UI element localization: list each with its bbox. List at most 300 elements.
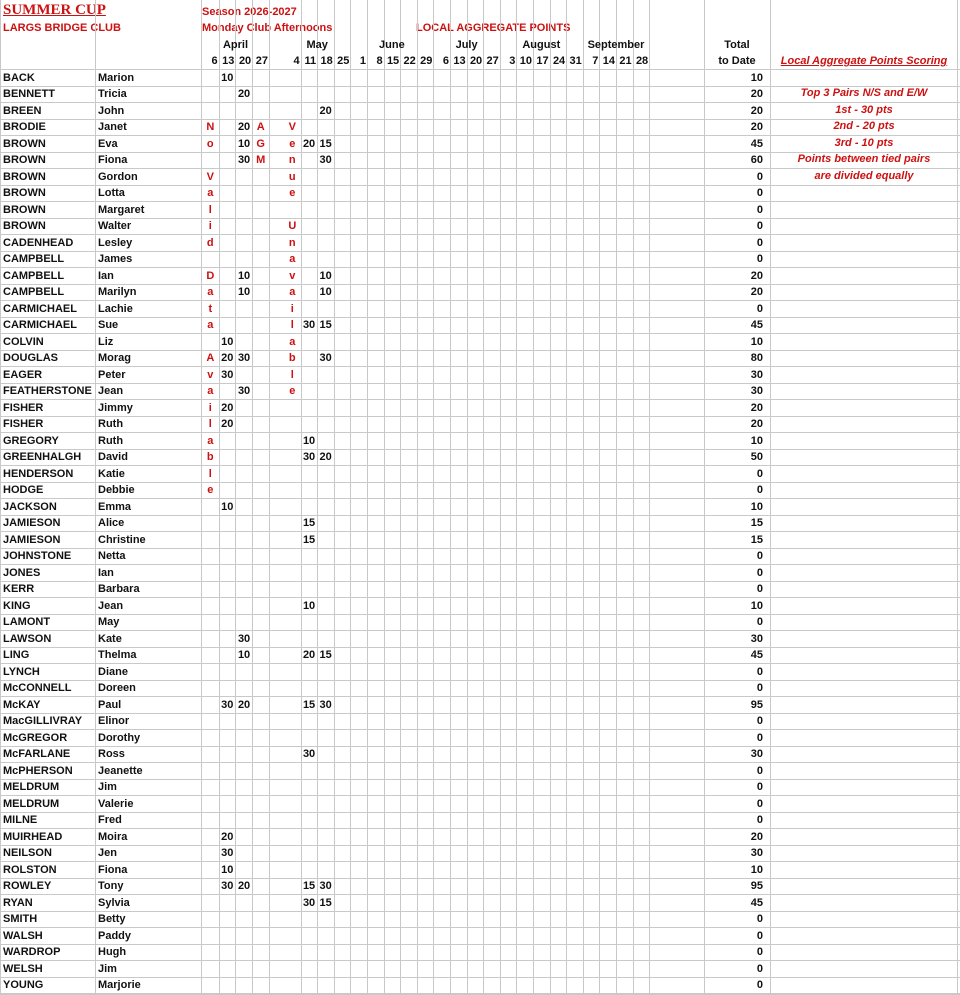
- month-header: August: [522, 39, 561, 51]
- scoring-line: 3rd - 10 pts: [834, 136, 894, 149]
- player-firstname: Marilyn: [98, 286, 137, 298]
- grid-row-line: [0, 333, 960, 334]
- date-header: 28: [635, 55, 649, 67]
- total-cell: 0: [756, 665, 763, 678]
- score-cell: 15: [302, 880, 316, 892]
- player-surname: McFARLANE: [3, 748, 71, 760]
- grid-row-line: [0, 779, 960, 780]
- player-firstname: Barbara: [98, 583, 140, 595]
- player-firstname: Paul: [98, 698, 122, 711]
- grid-row-line: [0, 647, 960, 648]
- total-cell: 20: [750, 269, 763, 282]
- player-firstname: Liz: [98, 335, 114, 348]
- total-cell: 0: [756, 253, 763, 265]
- grid-row-line: [0, 614, 960, 615]
- total-cell: 45: [750, 319, 763, 331]
- total-cell: 45: [750, 649, 763, 661]
- grid-row-line: [0, 746, 960, 747]
- total-cell: 20: [750, 418, 763, 430]
- player-surname: JAMIESON: [3, 517, 61, 529]
- score-cell: 30: [319, 880, 332, 892]
- player-surname: ROLSTON: [3, 863, 57, 876]
- total-cell: 0: [756, 962, 763, 975]
- player-surname: YOUNG: [3, 979, 44, 991]
- total-cell: 0: [756, 715, 763, 727]
- notice-letter: A: [256, 121, 265, 133]
- player-surname: BROWN: [3, 170, 46, 183]
- player-surname: BROWN: [3, 154, 46, 166]
- score-cell: 15: [302, 517, 316, 529]
- score-cell: 30: [221, 880, 234, 892]
- player-surname: CAMPBELL: [3, 253, 65, 265]
- date-header: 21: [619, 55, 632, 67]
- score-cell: 30: [319, 698, 332, 711]
- grid-row-line: [0, 812, 960, 813]
- page-title: SUMMER CUP: [3, 2, 106, 18]
- score-cell: 30: [237, 632, 251, 645]
- player-firstname: Jim: [98, 962, 117, 975]
- notice-letter: b: [206, 451, 214, 463]
- grid-row-line: [0, 960, 960, 961]
- player-firstname: Gordon: [98, 170, 138, 183]
- player-firstname: Moira: [98, 830, 128, 843]
- grid-row-line: [0, 465, 960, 466]
- player-firstname: Sylvia: [98, 896, 130, 909]
- player-firstname: Fiona: [98, 863, 128, 876]
- player-surname: ROWLEY: [3, 880, 52, 892]
- score-cell: 10: [302, 599, 316, 612]
- player-firstname: Margaret: [98, 203, 145, 216]
- scoring-line: 1st - 30 pts: [835, 103, 893, 116]
- total-cell: 20: [750, 104, 763, 117]
- total-cell: 45: [750, 896, 763, 909]
- score-cell: 10: [237, 137, 251, 150]
- date-header: 25: [337, 55, 350, 67]
- notice-letter: l: [290, 368, 294, 381]
- notice-letter: a: [207, 319, 214, 331]
- player-surname: LING: [3, 649, 30, 661]
- player-surname: BROWN: [3, 187, 46, 199]
- player-surname: CARMICHAEL: [3, 319, 77, 331]
- player-firstname: Fiona: [98, 154, 128, 166]
- player-surname: GREGORY: [3, 434, 59, 447]
- player-firstname: Doreen: [98, 682, 136, 694]
- session-label: Monday Club Afternoons: [202, 22, 333, 34]
- grid-row-line: [0, 729, 960, 730]
- player-surname: MacGILLIVRAY: [3, 715, 83, 727]
- grid-row-line: [0, 680, 960, 681]
- total-cell: 10: [750, 863, 763, 876]
- notice-letter: i: [290, 302, 294, 315]
- score-cell: 15: [319, 896, 332, 909]
- total-cell: 30: [750, 368, 763, 381]
- scoring-heading: Local Aggregate Points Scoring: [780, 55, 948, 67]
- total-cell: 0: [756, 913, 763, 925]
- player-surname: SMITH: [3, 913, 38, 925]
- notice-letter: n: [288, 236, 296, 249]
- player-firstname: Jen: [98, 847, 117, 859]
- score-cell: 30: [319, 352, 332, 364]
- notice-letter: a: [289, 335, 296, 348]
- grid-row-line: [0, 218, 960, 219]
- total-cell: 0: [756, 781, 763, 793]
- total-cell: 0: [756, 731, 763, 744]
- player-firstname: Elinor: [98, 715, 130, 727]
- notice-letter: a: [207, 385, 214, 397]
- date-header: 11: [304, 55, 317, 67]
- date-header: 6: [211, 55, 218, 67]
- player-firstname: Tricia: [98, 88, 127, 100]
- score-cell: 20: [319, 104, 332, 117]
- player-firstname: Debbie: [98, 484, 135, 496]
- player-surname: DOUGLAS: [3, 352, 58, 364]
- player-surname: CADENHEAD: [3, 236, 74, 249]
- player-firstname: Lesley: [98, 236, 133, 249]
- grid-row-line: [0, 284, 960, 285]
- player-surname: MUIRHEAD: [3, 830, 63, 843]
- player-firstname: Katie: [98, 467, 125, 480]
- total-cell: 0: [756, 682, 763, 694]
- date-header: 1: [359, 55, 366, 67]
- player-surname: RYAN: [3, 896, 33, 909]
- player-surname: KERR: [3, 583, 35, 595]
- grid-row-line: [0, 416, 960, 417]
- notice-letter: a: [207, 286, 214, 298]
- notice-letter: a: [207, 434, 214, 447]
- total-cell: 0: [756, 946, 763, 958]
- player-surname: JOHNSTONE: [3, 550, 72, 562]
- date-header: 20: [469, 55, 483, 67]
- season-label: Season 2026-2027: [202, 6, 297, 18]
- score-cell: 20: [237, 121, 251, 133]
- notice-letter: U: [288, 220, 297, 232]
- date-header: 29: [420, 55, 433, 67]
- player-surname: McCONNELL: [3, 682, 72, 694]
- notice-letter: n: [288, 154, 296, 166]
- grid-row-line: [0, 861, 960, 862]
- player-firstname: James: [98, 253, 133, 265]
- total-cell: 10: [750, 599, 763, 612]
- player-firstname: Diane: [98, 665, 128, 678]
- grid-row-line: [0, 515, 960, 516]
- total-cell: 50: [750, 451, 763, 463]
- player-firstname: Paddy: [98, 929, 132, 942]
- grid-row-line: [0, 581, 960, 582]
- score-cell: 10: [302, 434, 316, 447]
- score-cell: 30: [221, 698, 234, 711]
- notice-letter: e: [207, 484, 214, 496]
- score-cell: 10: [237, 649, 251, 661]
- player-firstname: Janet: [98, 121, 127, 133]
- score-cell: 30: [237, 385, 251, 397]
- player-surname: BRODIE: [3, 121, 46, 133]
- notice-letter: e: [289, 385, 296, 397]
- score-cell: 30: [237, 352, 251, 364]
- grid-row-line: [0, 449, 960, 450]
- grid-row-line: [0, 828, 960, 829]
- total-cell: 0: [756, 170, 763, 183]
- score-cell: 30: [221, 847, 234, 859]
- scoring-line: are divided equally: [814, 169, 914, 182]
- notice-letter: l: [208, 203, 212, 216]
- player-firstname: Betty: [98, 913, 126, 925]
- score-cell: 10: [319, 286, 332, 298]
- notice-letter: o: [206, 137, 214, 150]
- total-cell: 30: [750, 748, 763, 760]
- notice-letter: u: [288, 170, 296, 183]
- player-firstname: Ian: [98, 566, 114, 579]
- month-header: April: [222, 39, 249, 51]
- player-surname: JAMIESON: [3, 533, 61, 546]
- score-cell: 20: [302, 137, 316, 150]
- player-surname: WELSH: [3, 962, 43, 975]
- player-firstname: John: [98, 104, 125, 117]
- total-cell: 60: [750, 154, 763, 166]
- player-firstname: Jean: [98, 385, 124, 397]
- player-surname: FISHER: [3, 418, 44, 430]
- grid-row-line: [0, 548, 960, 549]
- grid-row-line: [0, 911, 960, 912]
- total-cell: 15: [750, 517, 763, 529]
- player-surname: MILNE: [3, 814, 38, 826]
- date-header: 4: [293, 55, 300, 67]
- grid-row-line: [0, 383, 960, 384]
- player-firstname: Netta: [98, 550, 126, 562]
- player-surname: HODGE: [3, 484, 44, 496]
- player-firstname: Jimmy: [98, 401, 133, 414]
- date-header: 10: [519, 55, 532, 67]
- grid-row-line: [0, 977, 960, 978]
- total-cell: 20: [750, 286, 763, 298]
- player-surname: BENNETT: [3, 88, 55, 100]
- score-cell: 30: [302, 319, 316, 331]
- date-header: 13: [453, 55, 466, 67]
- score-cell: 10: [221, 71, 234, 84]
- total-cell: 20: [750, 121, 763, 133]
- player-surname: BACK: [3, 71, 35, 84]
- player-surname: CARMICHAEL: [3, 302, 77, 315]
- player-surname: JONES: [3, 566, 41, 579]
- total-cell: 10: [750, 434, 763, 447]
- player-firstname: Jim: [98, 781, 117, 793]
- notice-letter: a: [207, 187, 214, 199]
- player-surname: WALSH: [3, 929, 43, 942]
- score-cell: 10: [221, 863, 234, 876]
- player-surname: COLVIN: [3, 335, 44, 348]
- player-surname: MELDRUM: [3, 781, 60, 793]
- player-surname: HENDERSON: [3, 467, 74, 480]
- total-cell: 0: [756, 550, 763, 562]
- player-firstname: Valerie: [98, 797, 134, 810]
- player-firstname: Thelma: [98, 649, 137, 661]
- player-firstname: Morag: [98, 352, 131, 364]
- score-cell: 10: [319, 269, 332, 282]
- score-cell: 20: [221, 830, 234, 843]
- grid-row-line: [0, 300, 960, 301]
- notice-letter: e: [289, 187, 296, 199]
- total-cell: 80: [750, 352, 763, 364]
- player-firstname: Eva: [98, 137, 118, 150]
- player-firstname: Dorothy: [98, 731, 141, 744]
- total-header-line2: to Date: [718, 55, 756, 67]
- grid-row-line: [0, 663, 960, 664]
- player-firstname: Tony: [98, 880, 124, 892]
- date-header: 24: [552, 55, 566, 67]
- grid-row-line: [0, 597, 960, 598]
- grid-row-line: [0, 350, 960, 351]
- date-header: 27: [486, 55, 499, 67]
- total-cell: 95: [750, 880, 763, 892]
- total-cell: 0: [756, 616, 763, 628]
- score-cell: 10: [221, 335, 234, 348]
- total-cell: 30: [750, 847, 763, 859]
- date-header: 17: [536, 55, 549, 67]
- player-firstname: Ruth: [98, 434, 124, 447]
- score-cell: 10: [237, 269, 251, 282]
- score-cell: 10: [237, 286, 251, 298]
- notice-letter: A: [206, 352, 215, 364]
- total-cell: 0: [756, 302, 763, 315]
- notice-letter: G: [256, 137, 265, 150]
- player-firstname: Kate: [98, 632, 122, 645]
- score-cell: 15: [319, 649, 332, 661]
- player-firstname: Christine: [98, 533, 146, 546]
- total-cell: 20: [750, 830, 763, 843]
- player-firstname: Ian: [98, 269, 114, 282]
- player-firstname: Marjorie: [98, 979, 141, 991]
- player-surname: LAMONT: [3, 616, 51, 628]
- score-cell: 20: [221, 418, 234, 430]
- player-surname: McPHERSON: [3, 764, 73, 777]
- notice-letter: l: [208, 418, 212, 430]
- score-cell: 20: [221, 401, 234, 414]
- grid-row-line: [0, 399, 960, 400]
- notice-letter: l: [208, 467, 212, 480]
- date-header: 31: [569, 55, 582, 67]
- date-header: 20: [238, 55, 252, 67]
- player-surname: BROWN: [3, 220, 46, 232]
- total-cell: 0: [756, 583, 763, 595]
- score-cell: 15: [319, 319, 332, 331]
- grid-row-line: [0, 713, 960, 714]
- total-cell: 0: [756, 764, 763, 777]
- notice-letter: b: [288, 352, 296, 364]
- date-header: 22: [403, 55, 416, 67]
- date-header: 8: [376, 55, 383, 67]
- notice-letter: v: [207, 368, 214, 381]
- month-header: July: [455, 39, 478, 51]
- category-label: LOCAL AGGREGATE POINTS: [416, 22, 571, 34]
- notice-letter: t: [208, 302, 213, 315]
- date-header: 14: [602, 55, 615, 67]
- player-surname: LAWSON: [3, 632, 52, 645]
- player-firstname: Ross: [98, 748, 125, 760]
- player-surname: BROWN: [3, 137, 46, 150]
- total-cell: 0: [756, 484, 763, 496]
- grid-row-line: [0, 366, 960, 367]
- player-firstname: May: [98, 616, 120, 628]
- player-surname: McGREGOR: [3, 731, 68, 744]
- grid-row-line: [0, 795, 960, 796]
- notice-letter: e: [289, 137, 296, 150]
- player-surname: BREEN: [3, 104, 42, 117]
- player-firstname: Emma: [98, 500, 132, 513]
- player-surname: FISHER: [3, 401, 44, 414]
- player-firstname: Ruth: [98, 418, 124, 430]
- notice-letter: N: [206, 121, 215, 133]
- total-cell: 0: [756, 929, 763, 942]
- total-cell: 0: [756, 236, 763, 249]
- total-cell: 30: [750, 385, 763, 397]
- score-cell: 20: [302, 649, 316, 661]
- month-header: September: [587, 39, 645, 51]
- notice-letter: a: [289, 286, 296, 298]
- player-surname: EAGER: [3, 368, 43, 381]
- notice-letter: i: [208, 401, 212, 414]
- total-cell: 0: [756, 797, 763, 810]
- grid-row-line: [0, 762, 960, 763]
- date-header: 18: [320, 55, 333, 67]
- date-header: 7: [592, 55, 599, 67]
- total-cell: 10: [750, 71, 763, 84]
- notice-letter: a: [289, 253, 296, 265]
- player-surname: McKAY: [3, 698, 41, 711]
- grid-row-line: [0, 482, 960, 483]
- player-surname: JACKSON: [3, 500, 57, 513]
- score-cell: 30: [302, 748, 316, 760]
- total-cell: 0: [756, 814, 763, 826]
- player-surname: FEATHERSTONE: [3, 385, 92, 397]
- player-surname: CAMPBELL: [3, 286, 65, 298]
- total-cell: 30: [750, 632, 763, 645]
- scoring-line: Top 3 Pairs N/S and E/W: [800, 87, 928, 99]
- grid-row-line: [0, 564, 960, 565]
- player-surname: CAMPBELL: [3, 269, 65, 282]
- grid-row-line: [0, 944, 960, 945]
- date-header: 13: [222, 55, 235, 67]
- grid-row-line: [0, 894, 960, 895]
- player-firstname: Peter: [98, 368, 126, 381]
- score-cell: 30: [319, 154, 332, 166]
- notice-letter: i: [208, 220, 212, 232]
- grid-row-line: [0, 878, 960, 879]
- notice-letter: l: [290, 319, 294, 331]
- total-cell: 0: [756, 220, 763, 232]
- player-surname: GREENHALGH: [3, 451, 82, 463]
- club-name: LARGS BRIDGE CLUB: [3, 22, 121, 34]
- player-firstname: Alice: [98, 517, 125, 529]
- player-firstname: Lotta: [98, 187, 125, 199]
- score-cell: 20: [319, 451, 332, 463]
- notice-letter: V: [288, 121, 296, 133]
- player-firstname: Lachie: [98, 302, 133, 315]
- grid-row-line: [0, 696, 960, 697]
- player-surname: WARDROP: [3, 946, 61, 958]
- score-cell: 10: [221, 500, 234, 513]
- score-cell: 15: [302, 533, 316, 546]
- total-cell: 95: [750, 698, 763, 711]
- total-cell: 0: [756, 203, 763, 216]
- date-header: 15: [386, 55, 400, 67]
- total-header-line1: Total: [724, 39, 750, 51]
- total-cell: 15: [750, 533, 763, 546]
- date-header: 6: [442, 55, 449, 67]
- player-surname: BROWN: [3, 203, 46, 216]
- scoring-line: 2nd - 20 pts: [833, 120, 895, 132]
- total-cell: 20: [750, 88, 763, 100]
- scoring-line: Points between tied pairs: [797, 153, 931, 165]
- total-cell: 45: [750, 137, 763, 150]
